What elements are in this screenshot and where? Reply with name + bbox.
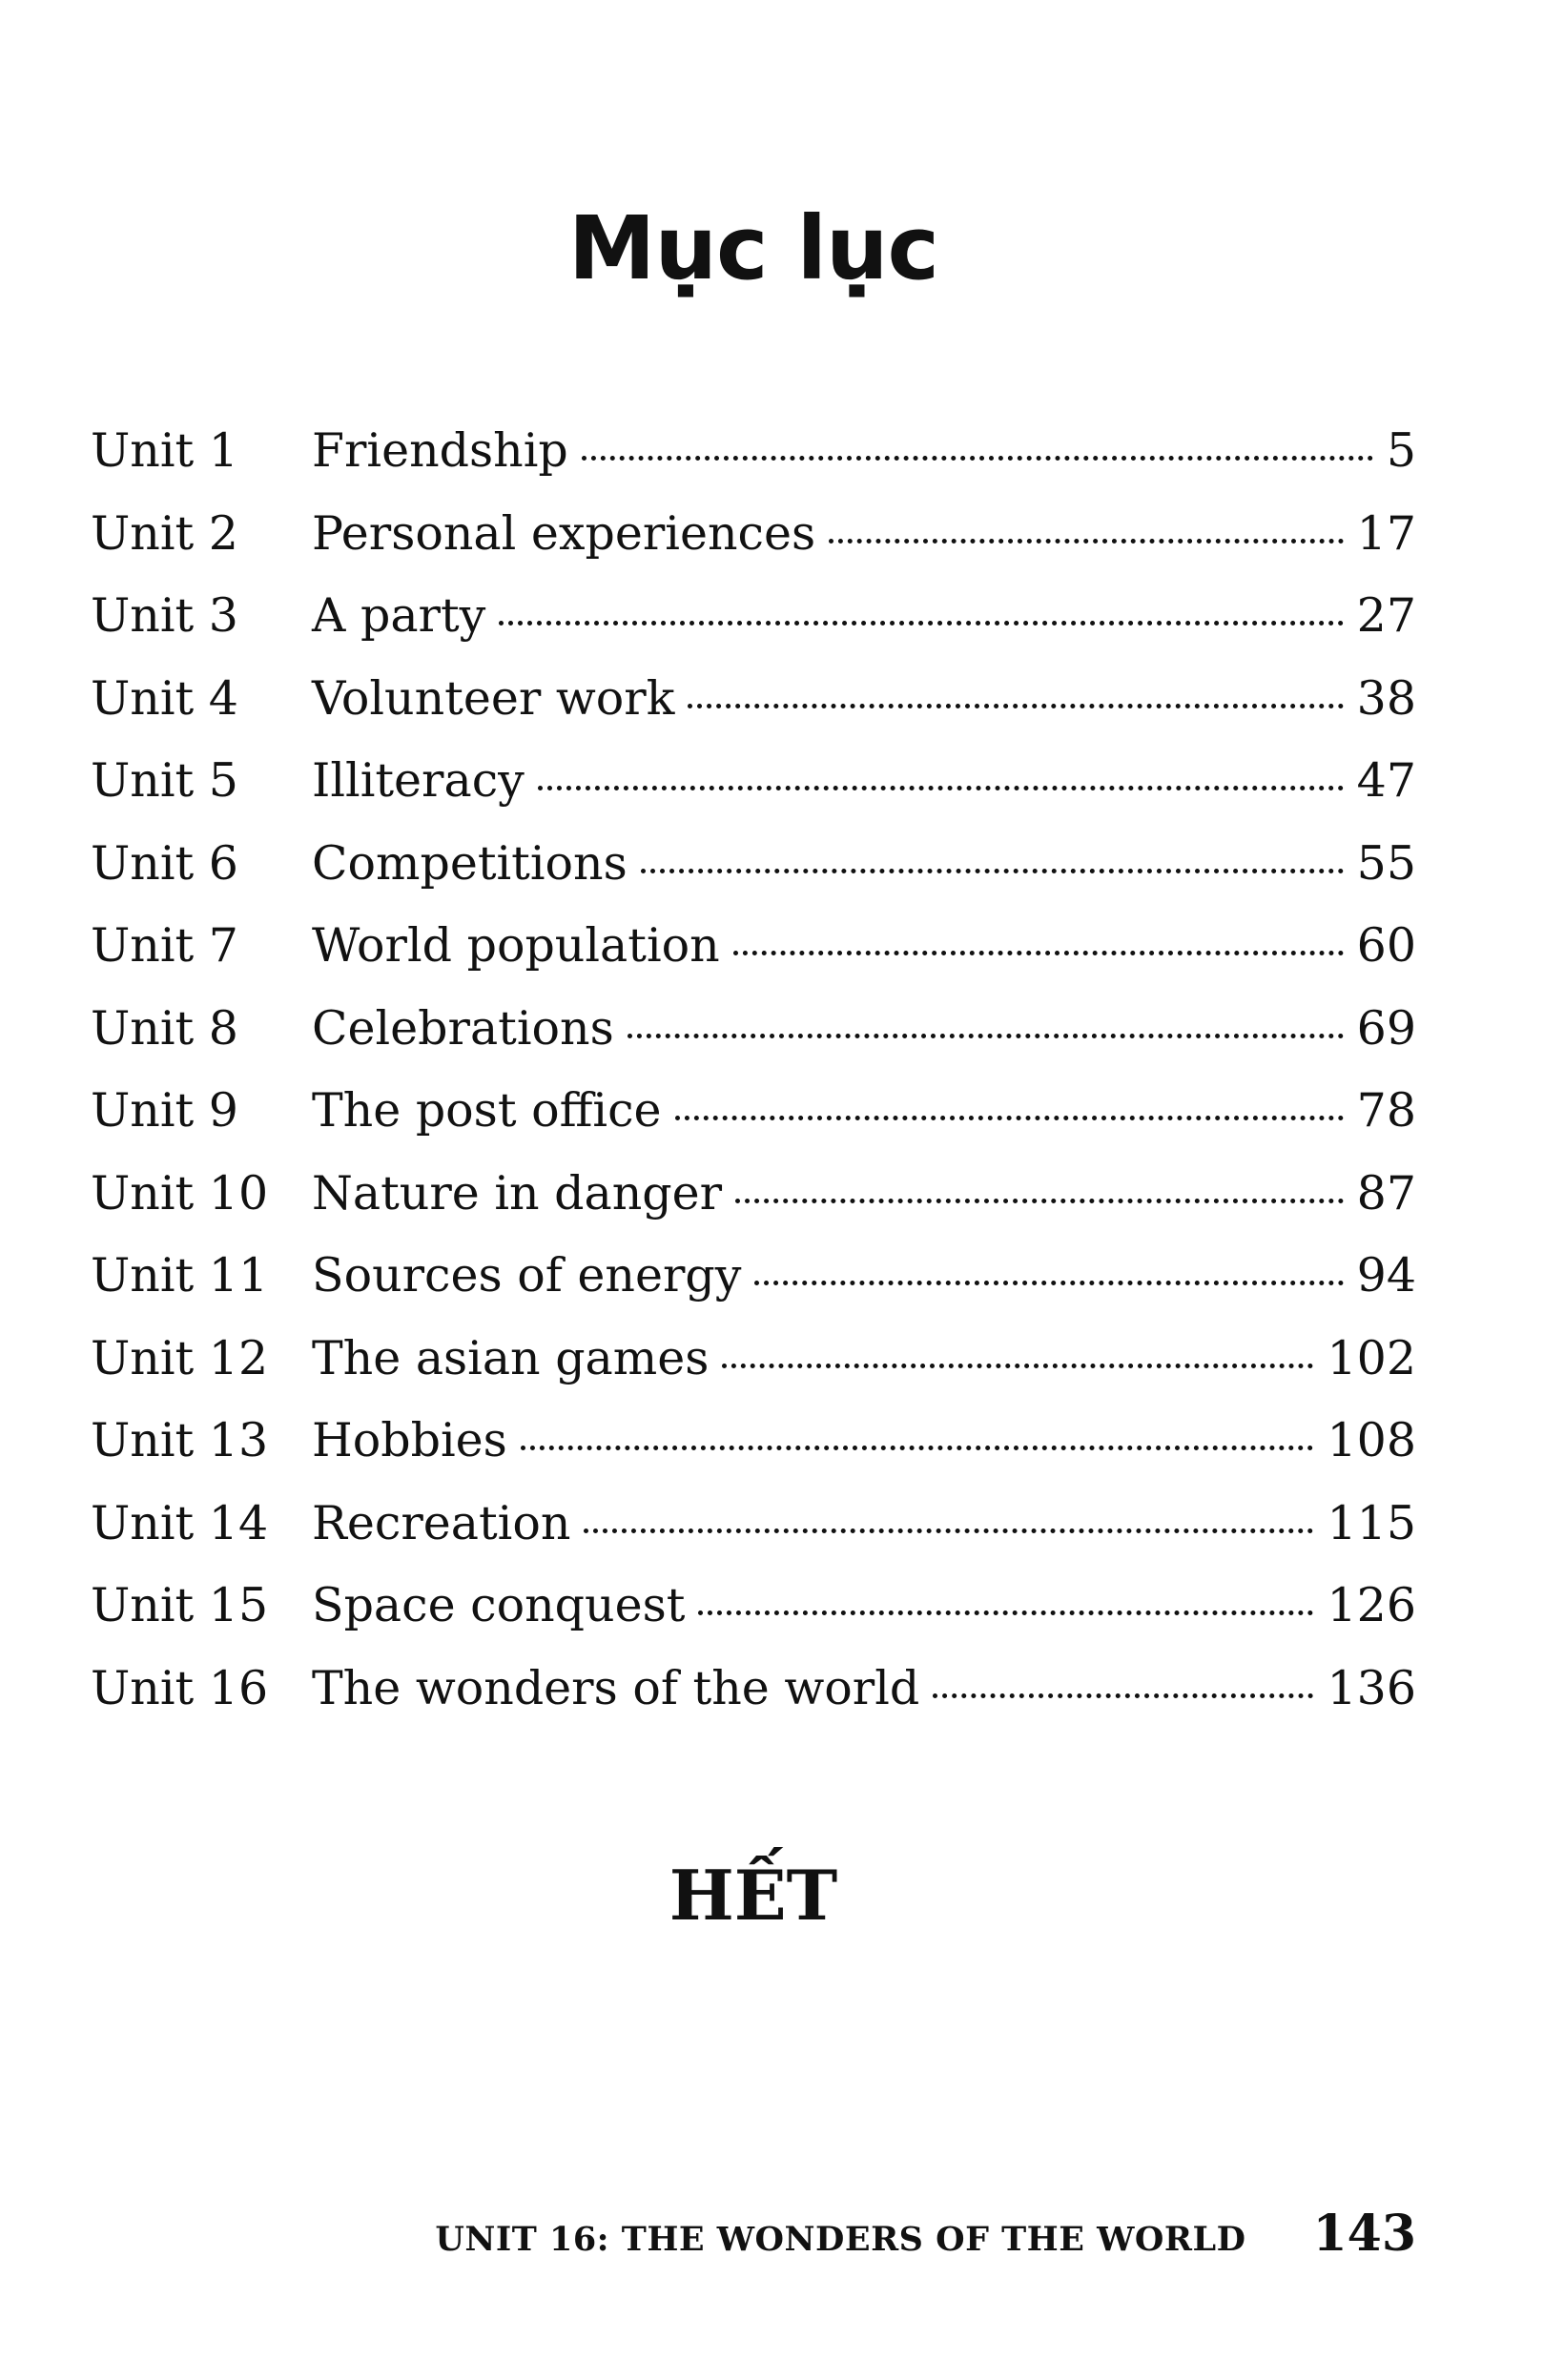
dot-leader — [698, 1611, 1313, 1615]
toc-entry — [91, 1318, 1416, 1401]
toc-entry-title: Sources of energy — [312, 1248, 742, 1303]
toc-entry — [91, 1648, 1416, 1731]
toc-page-number: 126 — [1327, 1578, 1416, 1632]
toc-entry-title: The asian games — [312, 1330, 710, 1385]
table-of-contents — [91, 410, 1416, 1730]
toc-page-number: 136 — [1327, 1660, 1416, 1715]
dot-leader — [538, 786, 1344, 790]
toc-entry-title: Celebrations — [312, 1000, 614, 1056]
toc-entry-title: World population — [312, 918, 720, 973]
toc-unit-label: Unit 10 — [91, 1165, 269, 1221]
dot-leader — [521, 1446, 1314, 1450]
toc-entry-title: Friendship — [312, 423, 568, 478]
dot-leader — [628, 1034, 1344, 1038]
toc-entry — [91, 1565, 1416, 1648]
toc-entry — [91, 988, 1416, 1071]
toc-unit-label: Unit 14 — [91, 1495, 269, 1550]
toc-entry-title: Illiteracy — [312, 753, 525, 808]
dot-leader — [582, 456, 1373, 461]
dot-leader — [675, 1116, 1344, 1120]
toc-unit-label: Unit 1 — [91, 423, 238, 478]
toc-entry — [91, 1070, 1416, 1153]
toc-entry-title: Recreation — [312, 1495, 571, 1550]
toc-entry — [91, 410, 1416, 493]
dot-leader — [754, 1281, 1343, 1285]
toc-unit-label: Unit 16 — [91, 1660, 269, 1715]
running-head: UNIT 16: THE WONDERS OF THE WORLD — [435, 2220, 1246, 2259]
toc-entry — [91, 1153, 1416, 1236]
toc-entry — [91, 1235, 1416, 1318]
toc-unit-label: Unit 9 — [91, 1083, 238, 1138]
toc-entry — [91, 823, 1416, 906]
toc-page-number: 102 — [1327, 1330, 1416, 1385]
page-title: Mục lục — [567, 197, 939, 299]
toc-page-number: 87 — [1356, 1165, 1416, 1221]
toc-entry — [91, 1400, 1416, 1483]
toc-unit-label: Unit 12 — [91, 1330, 269, 1385]
toc-unit-label: Unit 11 — [91, 1248, 269, 1303]
toc-page-number: 47 — [1356, 753, 1416, 808]
toc-page-number: 5 — [1386, 423, 1416, 478]
toc-entry-title: Hobbies — [312, 1413, 507, 1467]
toc-page-number: 108 — [1327, 1413, 1416, 1467]
dot-leader — [735, 1199, 1344, 1203]
toc-unit-label: Unit 8 — [91, 1000, 238, 1056]
dot-leader — [499, 621, 1343, 626]
dot-leader — [688, 704, 1343, 708]
toc-entry-title: Competitions — [312, 835, 628, 891]
toc-entry — [91, 575, 1416, 658]
dot-leader — [584, 1529, 1313, 1533]
toc-entry — [91, 740, 1416, 823]
toc-page-number: 27 — [1356, 588, 1416, 643]
toc-unit-label: Unit 15 — [91, 1578, 269, 1632]
dot-leader — [733, 951, 1344, 955]
toc-unit-label: Unit 3 — [91, 588, 238, 643]
toc-unit-label: Unit 5 — [91, 753, 238, 808]
toc-unit-label: Unit 6 — [91, 835, 238, 891]
toc-entry-title: Volunteer work — [312, 670, 675, 726]
toc-entry-title: Space conquest — [312, 1578, 686, 1632]
toc-unit-label: Unit 13 — [91, 1413, 269, 1467]
toc-entry — [91, 493, 1416, 576]
toc-entry-title: A party — [312, 588, 486, 643]
toc-page-number: 60 — [1356, 918, 1416, 973]
toc-page-number: 17 — [1356, 505, 1416, 561]
toc-unit-label: Unit 4 — [91, 670, 238, 726]
page-number: 143 — [1312, 2205, 1416, 2263]
toc-page-number: 78 — [1356, 1083, 1416, 1138]
toc-entry-title: The wonders of the world — [312, 1660, 920, 1715]
dot-leader — [933, 1693, 1313, 1698]
toc-page-number: 55 — [1356, 835, 1416, 891]
toc-entry-title: The post office — [312, 1083, 662, 1138]
dot-leader — [641, 869, 1344, 873]
toc-entry — [91, 905, 1416, 988]
toc-page-number: 94 — [1356, 1248, 1416, 1303]
toc-unit-label: Unit 7 — [91, 918, 238, 973]
toc-page-number: 115 — [1327, 1495, 1416, 1550]
toc-entry — [91, 1483, 1416, 1566]
toc-unit-label: Unit 2 — [91, 505, 238, 561]
end-mark: HẾT — [669, 1855, 838, 1936]
toc-entry-title: Nature in danger — [312, 1165, 723, 1221]
toc-entry — [91, 658, 1416, 741]
dot-leader — [829, 539, 1344, 544]
toc-page-number: 69 — [1356, 1000, 1416, 1056]
page-footer — [0, 2205, 1416, 2263]
toc-page-number: 38 — [1356, 670, 1416, 726]
toc-entry-title: Personal experiences — [312, 505, 816, 561]
dot-leader — [722, 1364, 1313, 1368]
